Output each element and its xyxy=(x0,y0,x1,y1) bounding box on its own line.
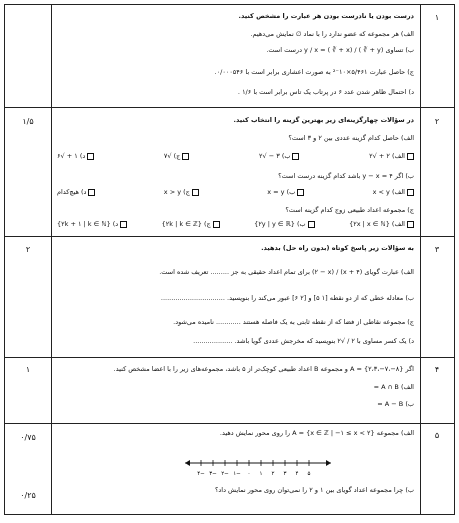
question-2 xyxy=(53,107,418,236)
arrow-right-icon xyxy=(326,460,331,466)
question-3-part-c: ج) مجموعه نقاطی از فضا که از نقطه ثابتی به یک فاصله هستند ............ نامیده می‌شود. xyxy=(173,318,414,326)
question-number-4: ۴ xyxy=(434,365,440,374)
score-5a: ۰/۷۵ xyxy=(20,433,36,442)
question-5-part-b: ب) چرا مجموعه اعداد گویای بین ۱ و ۲ را نمی‌توان روی محور نمایش داد؟ xyxy=(214,486,414,494)
question-3-part-b: ب) معادله خطی که از دو نقطه [۱ ۵] و [۲ ۶] عبور می‌کند را بنویسید. ............................... xyxy=(160,294,414,302)
question-3-title: به سؤالات زیر پاسخ کوتاه (بدون راه حل) بدهید. xyxy=(261,244,414,252)
checkbox[interactable] xyxy=(87,153,94,160)
checkbox[interactable] xyxy=(292,153,299,160)
score-3: ۲ xyxy=(25,245,31,254)
checkbox[interactable] xyxy=(192,189,199,196)
checkbox[interactable] xyxy=(213,221,220,228)
exam-sheet xyxy=(4,4,455,515)
question-number-3: ۳ xyxy=(434,245,440,254)
question-4 xyxy=(53,357,418,423)
question-1-title: درست بودن یا نادرست بودن هر عبارت را مشخص کنید. xyxy=(238,12,414,20)
question-1-part-c: ج) حاصل عبارت ۵/۴۶۱×۱۰⁻² به صورت اعشاری برابر است با ۰/۰۰۰۵۴۶. xyxy=(214,68,414,76)
question-2-part-c: ج) مجموعه اعداد طبیعی زوج کدام گزینه است؟ xyxy=(285,206,414,214)
option[interactable]: ج) x > y xyxy=(164,189,199,196)
checkbox[interactable] xyxy=(407,189,414,196)
question-3-part-d: د) یک کسر مساوی با ۲ / √۲ بنویسید که مخرجش عددی گویا باشد. ................... xyxy=(193,337,414,345)
question-number-5: ۵ xyxy=(434,431,440,440)
question-5 xyxy=(53,423,418,514)
question-3 xyxy=(53,236,418,357)
score-column-divider xyxy=(51,5,52,514)
question-2-part-a: الف) حاصل کدام گزینه عددی بین ۲ و ۳ است؟ xyxy=(288,134,414,142)
option[interactable]: ج) {۲k | k ∈ ℤ} xyxy=(162,221,220,228)
question-1-part-b: ب) تساوی (y + ∛ ) / (x + ∛ ) = y / x درست است. xyxy=(266,46,414,54)
checkbox[interactable] xyxy=(407,153,414,160)
option[interactable]: ج) √۷ xyxy=(164,153,189,160)
number-line-tick-label: −۴ xyxy=(197,471,205,477)
checkbox[interactable] xyxy=(308,221,315,228)
checkbox[interactable] xyxy=(297,189,304,196)
number-line-tick-label: ۴ xyxy=(295,471,299,477)
number-line-tick-label: ۳ xyxy=(283,471,287,477)
score-5b: ۰/۲۵ xyxy=(20,491,36,500)
checkbox[interactable] xyxy=(407,221,414,228)
option[interactable]: د) {۲k + ۱ | k ∈ ℕ} xyxy=(57,221,127,228)
arrow-left-icon xyxy=(185,460,190,466)
question-4-text: اگر A = {۲،۳،−۷،−۸} و مجموعه B اعداد طبیعی کوچک‌تر از ۵ باشد، مجموعه‌های زیر را با اعضا مشخص کنید. xyxy=(113,365,414,373)
option[interactable]: ب) x = y xyxy=(267,189,304,196)
question-1-part-a: الف) هر مجموعه که عضو ندارد را با نماد ∅ نمایش می‌دهیم. xyxy=(250,30,414,38)
option[interactable]: ب) {۲y | y ∈ ℝ} xyxy=(254,221,314,228)
score-4: ۱ xyxy=(25,365,31,374)
checkbox[interactable] xyxy=(120,221,127,228)
question-2-part-b-options xyxy=(57,189,414,196)
number-line-tick-label: −۲ xyxy=(221,471,229,477)
question-1 xyxy=(53,5,418,107)
number-line-tick-label: ۰ xyxy=(247,471,251,477)
question-3-part-a: الف) عبارت گویای (x + ۴) / (۲ − x) برای تمام اعداد حقیقی به جز ......... تعریف شده است. xyxy=(159,268,414,276)
option[interactable]: الف) x < y xyxy=(373,189,414,196)
question-2-part-c-options xyxy=(57,221,414,228)
question-2-title: در سؤالات چهارگزینه‌ای زیر بهترین گزینه را انتخاب کنید. xyxy=(233,116,414,124)
number-line-tick-label: −۳ xyxy=(209,471,217,477)
checkbox[interactable] xyxy=(88,189,95,196)
question-2-part-b: ب) اگر y − x = ۴ باشد کدام گزینه درست است؟ xyxy=(278,172,414,180)
question-4-part-b: ب) A − B = xyxy=(377,400,414,408)
question-5-part-a: الف) مجموعه A = {x ∈ ℤ | −۱ ≤ x < ۲} را روی محور نمایش دهید. xyxy=(219,429,414,437)
option[interactable]: ب) ۳ − √۲ xyxy=(259,153,299,160)
score-2: ۱/۵ xyxy=(22,117,34,126)
number-line xyxy=(183,453,333,481)
number-line-tick-label: −۱ xyxy=(233,471,241,477)
option[interactable]: الف) ۲ + √۲ xyxy=(369,153,414,160)
question-1-part-d: د) احتمال ظاهر شدن عدد ۶ در پرتاب یک تاس برابر است با ۱/۶ . xyxy=(237,88,414,96)
question-number-2: ۲ xyxy=(434,117,440,126)
question-number-1: ۱ xyxy=(434,13,440,22)
question-4-part-a: الف) A ∩ B = xyxy=(373,383,414,391)
option[interactable]: الف) {۲x | x ∈ ℕ} xyxy=(349,221,414,228)
checkbox[interactable] xyxy=(182,153,189,160)
option[interactable]: د) ۱ + √۶ xyxy=(57,153,94,160)
option[interactable]: د) هیچ‌کدام xyxy=(57,189,95,196)
number-line-tick-label: ۲ xyxy=(271,471,275,477)
number-line-tick-label: ۵ xyxy=(307,471,311,477)
question-2-part-a-options xyxy=(57,153,414,160)
number-line-tick-label: ۱ xyxy=(259,471,263,477)
